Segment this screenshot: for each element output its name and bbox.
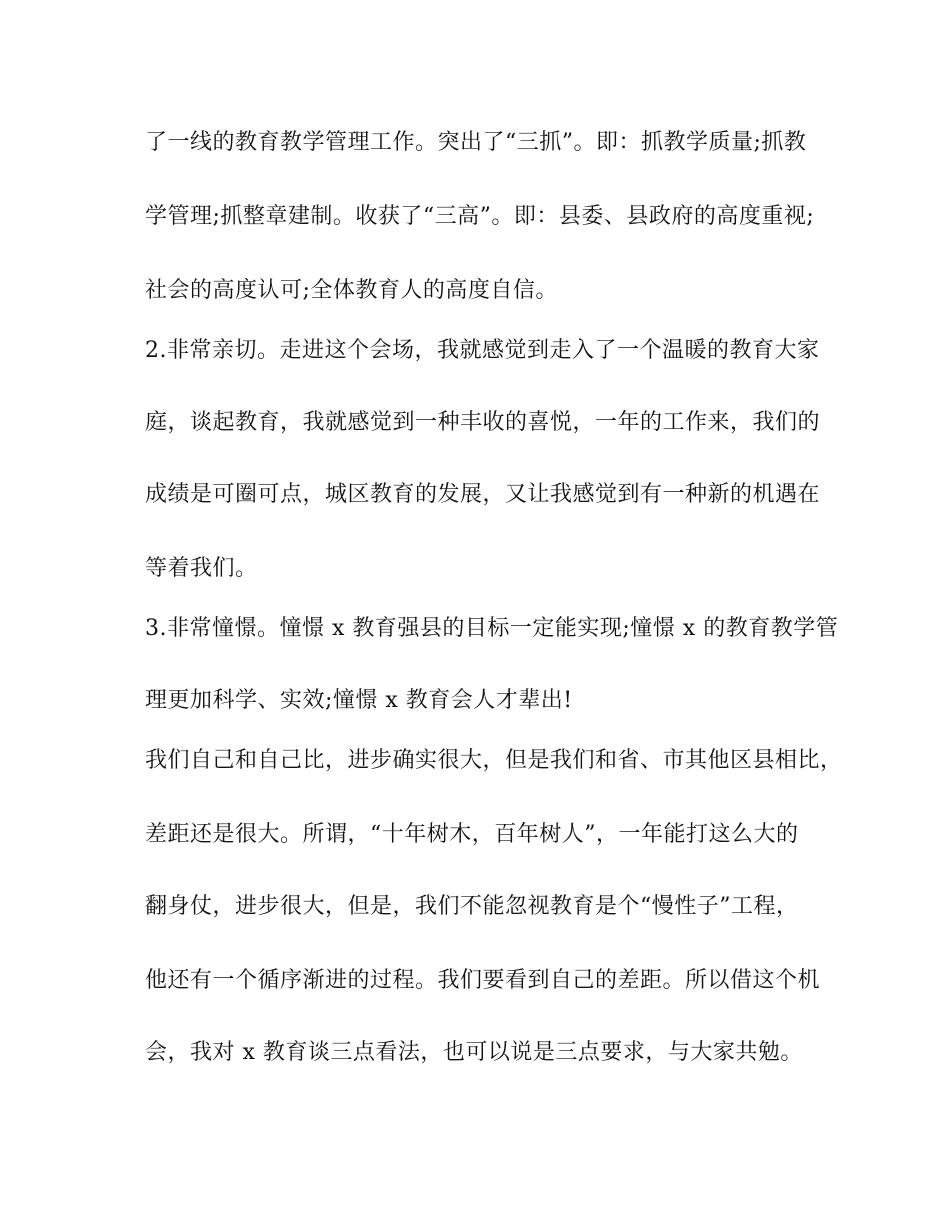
text-line: 社会的高度认可;全体教育人的高度自信。 (145, 278, 558, 303)
text-line: 他还有一个循序渐进的过程。我们要看到自己的差距。所以借这个机 (145, 968, 821, 993)
text-line: 庭，谈起教育，我就感觉到一种丰收的喜悦，一年的工作来，我们的 (145, 410, 821, 435)
text-line: 我们自己和自己比，进步确实很大，但是我们和省、市其他区县相比， (145, 748, 843, 773)
text-line: 2.非常亲切。走进这个会场，我就感觉到走入了一个温暖的教育大家 (145, 338, 820, 363)
text-line: 等着我们。 (145, 556, 258, 581)
text-line: 学管理;抓整章建制。收获了“三高”。即：县委、县政府的高度重视; (145, 204, 815, 229)
text-line: 理更加科学、实效;憧憬 x 教育会人才辈出! (145, 688, 573, 713)
text-line: 会，我对 x 教育谈三点看法，也可以说是三点要求，与大家共勉。 (145, 1040, 803, 1065)
text-line: 成绩是可圈可点，城区教育的发展，又让我感觉到有一种新的机遇在 (145, 482, 821, 507)
text-line: 翻身仗，进步很大，但是，我们不能忽视教育是个“慢性子”工程， (145, 894, 799, 919)
text-line: 差距还是很大。所谓，“十年树木，百年树人”，一年能打这么大的 (145, 822, 799, 847)
text-line: 3.非常憧憬。憧憬 x 教育强县的目标一定能实现;憧憬 x 的教育教学管 (145, 616, 839, 641)
text-line: 了一线的教育教学管理工作。突出了“三抓”。即：抓教学质量;抓教 (145, 130, 807, 155)
